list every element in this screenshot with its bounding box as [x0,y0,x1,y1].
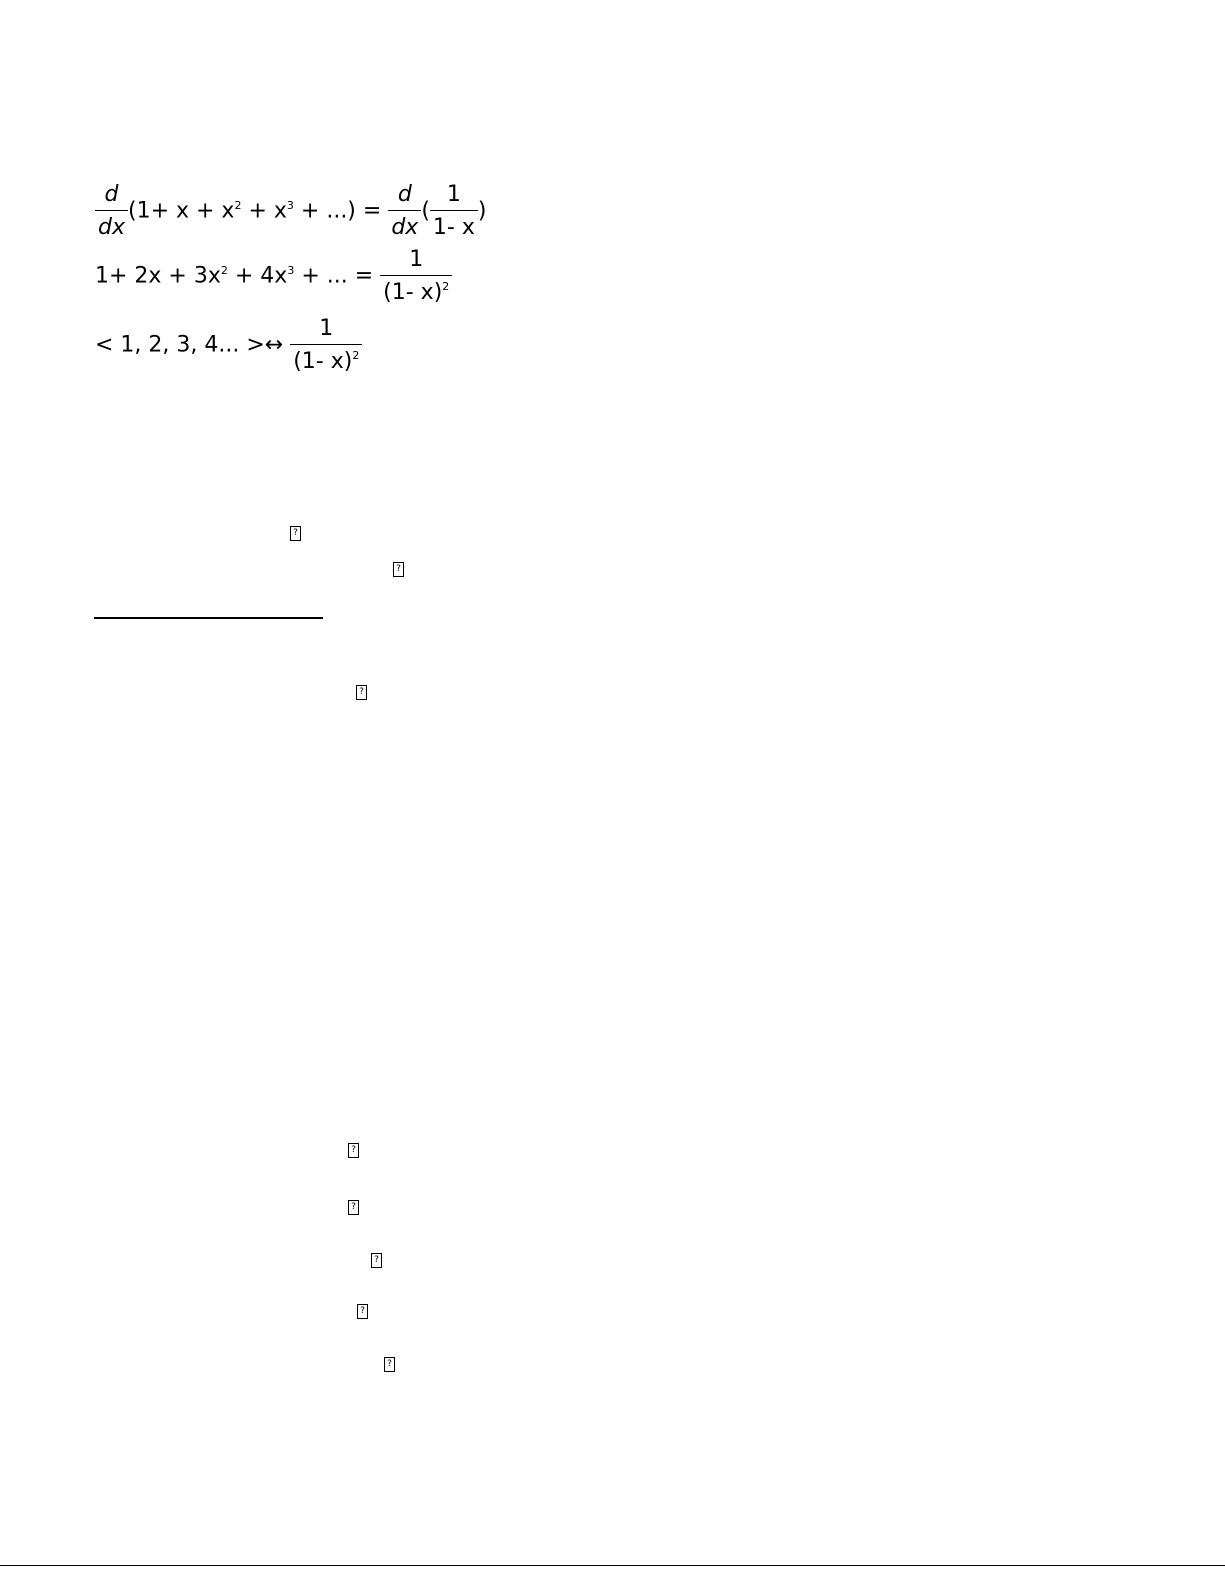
missing-glyph-8: ? [384,1357,395,1372]
d-dx-fraction-rhs: $\frac{d}{dx}$ [388,184,421,239]
missing-glyph-5: ? [348,1200,359,1215]
equation-series-sum: $1+ 2x + 3x^2 + 4x^3$ + ... = $\frac{1}{(1- x)^2}$ [95,249,452,304]
missing-glyph-7: ? [357,1304,368,1319]
page-bottom-rule [0,1565,1225,1566]
one-over-one-minus-x: $\frac{1}{1- x}$ [430,184,478,239]
missing-glyph-4: ? [348,1143,359,1158]
one-over-one-minus-x-squared: $\frac{1}{(1- x)^2}$ [380,249,452,304]
equation-generating-function: < 1, 2, 3, 4... >↔ $\frac{1}{(1- x)^2}$ [95,318,362,373]
footnote-separator [94,617,323,619]
equation-derivative-series: $\frac{d}{dx}$ ($1+ x + x^2 + x^3$ + ...) = $\frac{d}{dx}$ ( $\frac{1}{1- x}$ ) [95,184,486,239]
d-dx-fraction: $\frac{d}{dx}$ [95,184,128,239]
missing-glyph-6: ? [371,1253,382,1268]
missing-glyph-2: ? [393,562,404,577]
missing-glyph-3: ? [356,685,367,700]
one-over-one-minus-x-squared-2: $\frac{1}{(1- x)^2}$ [290,318,362,373]
missing-glyph-1: ? [290,526,301,541]
